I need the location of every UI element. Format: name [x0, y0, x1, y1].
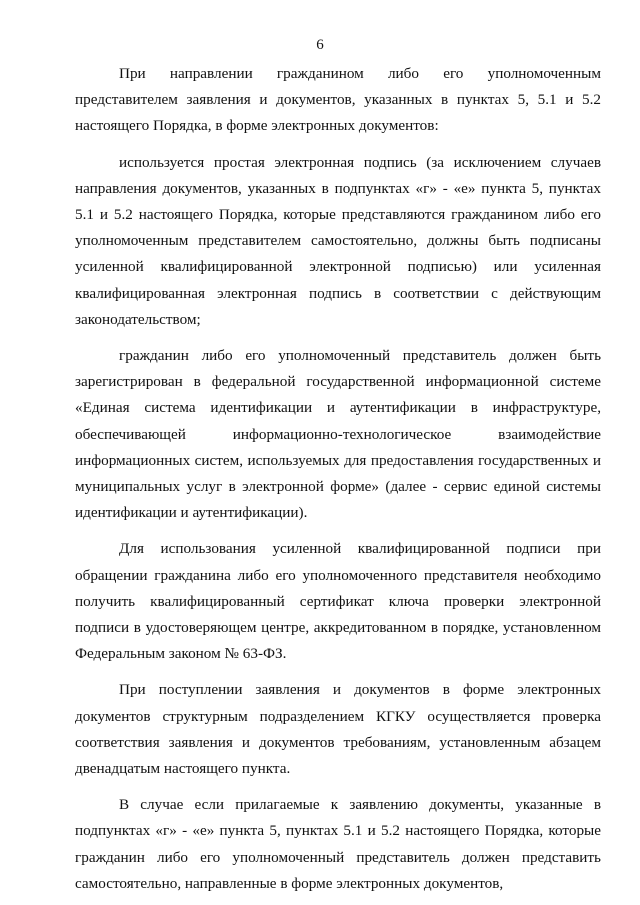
paragraph-esia-registration: гражданин либо его уполномоченный представитель должен быть зарегистрирован в федеральной государственной информационной системе «Единая система идентификации и аутентификации в инфраструктуре, обеспечивающей информационно-технологическое взаимодействие информационных систем, используемых для предоставления государственных и муниципальных услуг в электронной форме» (далее - сервис единой системы идентификации и аутентификации).	[75, 347, 601, 522]
document-body	[75, 61, 601, 897]
paragraph-qualified-certificate: Для использования усиленной квалифицированной подписи при обращении гражданина либо его уполномоченного представителя необходимо получить квалифицированный сертификат ключа проверки электронной подписи в удостоверяющем центре, аккредитованном в порядке, установленном Федеральным законом № 63-ФЗ.	[75, 540, 601, 663]
paragraph-attached-documents: В случае если прилагаемые к заявлению документы, указанные в подпунктах «г» - «е» пункта 5, пунктах 5.1 и 5.2 настоящего Порядка, которые гражданин либо его уполномоченный представитель должен представить самостоятельно, направленные в форме электронных документов,	[75, 796, 601, 892]
paragraph-electronic-signature: используется простая электронная подпись (за исключением случаев направления документов, указанных в подпунктах «г» - «е» пункта 5, пунктах 5.1 и 5.2 настоящего Порядка, которые представляются гражданином либо его уполномоченным представителем самостоятельно, должны быть подписаны усиленной квалифицированной электронной подписью) или усиленная квалифицированная электронная подпись в соответствии с действующим законодательством;	[75, 153, 601, 328]
paragraph-document-verification: При поступлении заявления и документов в форме электронных документов структурным подразделением КГКУ осуществляется проверка соответствия заявления и документов требованиям, установленным абзацем двенадцатым настоящего пункта.	[75, 681, 601, 778]
page-number: 6	[316, 37, 324, 53]
paragraph-electronic-submission: При направлении гражданином либо его уполномоченным представителем заявления и документов, указанных в пунктах 5, 5.1 и 5.2 настоящего Порядка, в форме электронных документов:	[75, 65, 601, 135]
